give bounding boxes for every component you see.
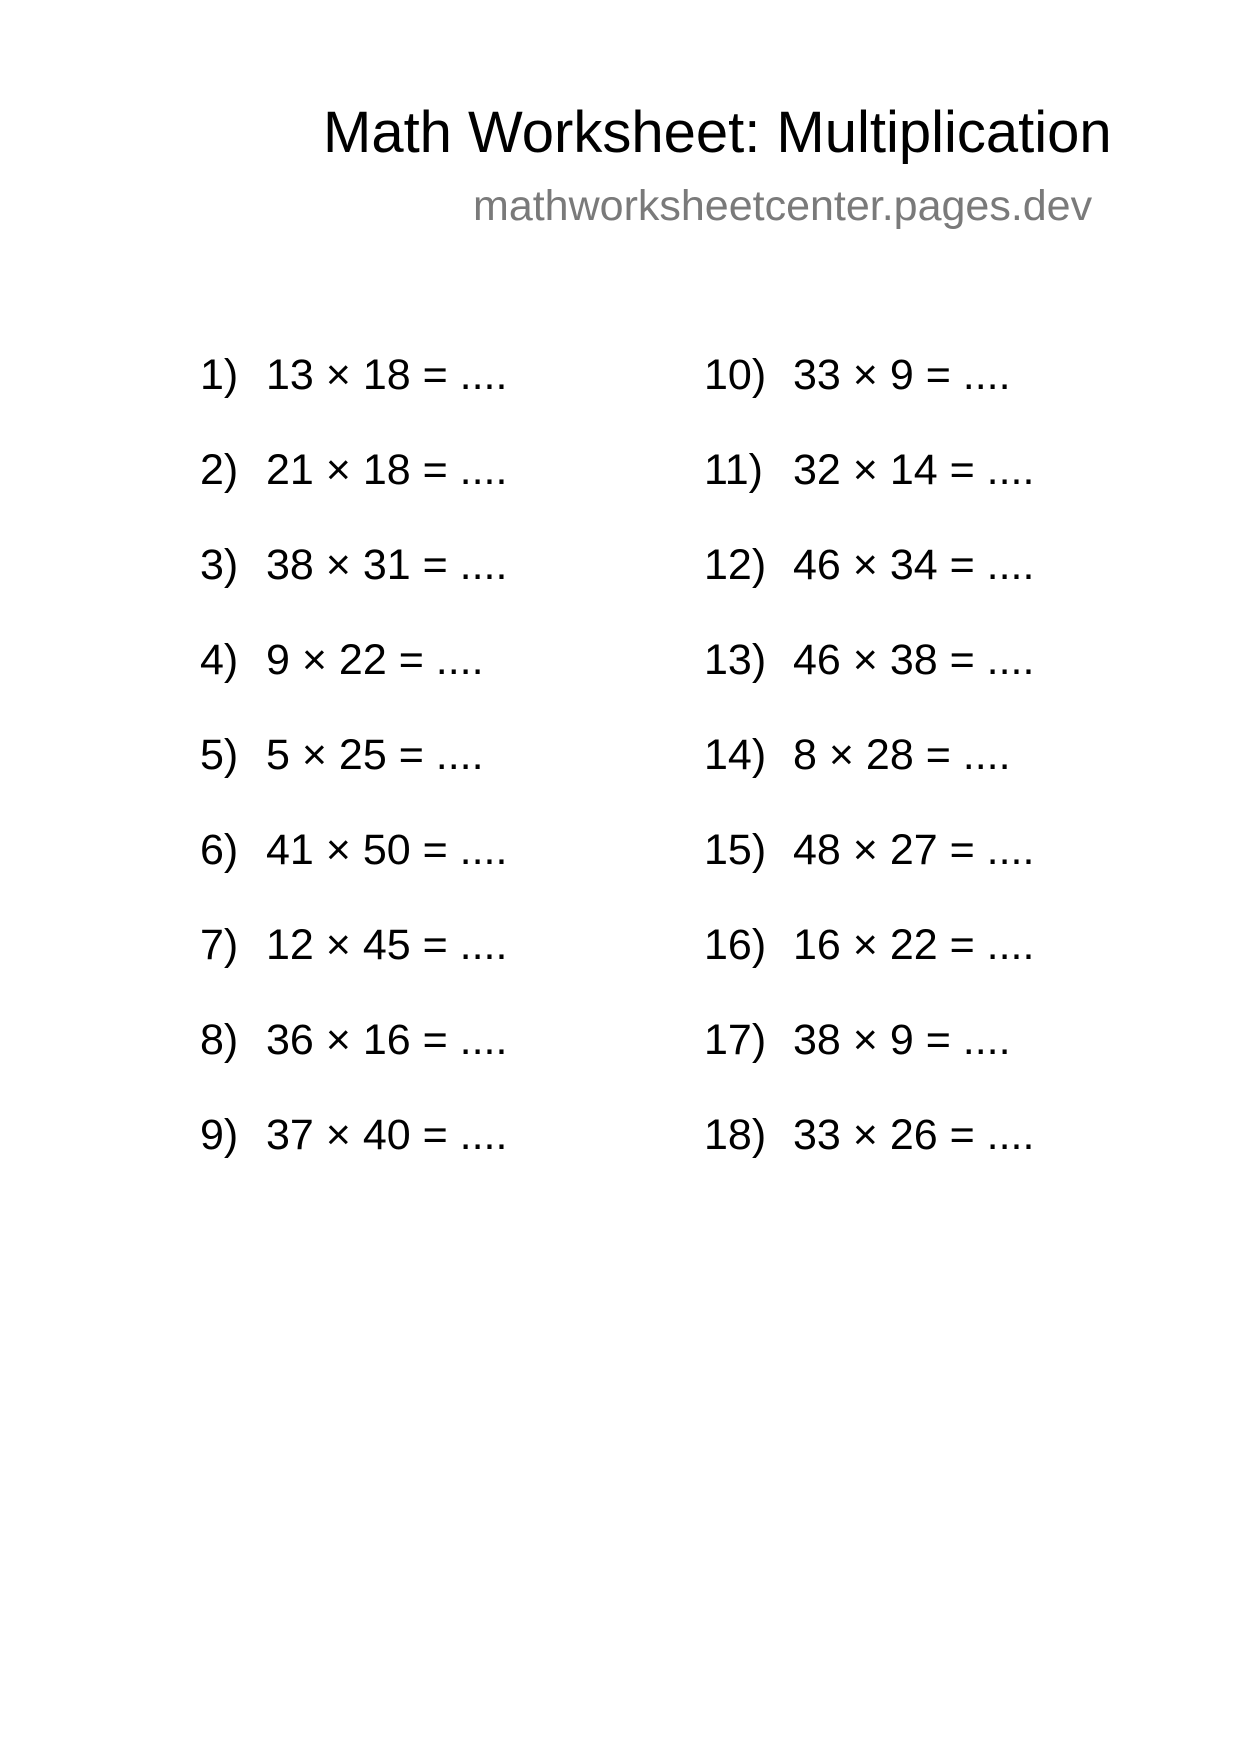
problem-17 — [704, 1015, 1034, 1110]
problem-1 — [200, 350, 507, 445]
problem-7 — [200, 920, 507, 1015]
problem-number: 16) — [704, 921, 767, 969]
problem-10 — [704, 350, 1034, 445]
problem-number: 4) — [200, 636, 239, 684]
problem-18 — [704, 1110, 1034, 1205]
problem-3 — [200, 540, 507, 635]
problem-expression: 5 × 25 = .... — [266, 731, 484, 779]
problem-number: 1) — [200, 351, 239, 399]
problem-15 — [704, 825, 1034, 920]
problem-number: 3) — [200, 541, 239, 589]
problem-expression: 38 × 31 = .... — [266, 541, 508, 589]
problem-13 — [704, 635, 1034, 730]
problem-9 — [200, 1110, 507, 1205]
problem-2 — [200, 445, 507, 540]
problem-number: 5) — [200, 731, 239, 779]
problem-expression: 32 × 14 = .... — [793, 446, 1035, 494]
problem-expression: 16 × 22 = .... — [793, 921, 1035, 969]
problem-14 — [704, 730, 1034, 825]
problem-expression: 21 × 18 = .... — [266, 446, 508, 494]
problem-12 — [704, 540, 1034, 635]
problem-column-left — [200, 350, 507, 1205]
problem-11 — [704, 445, 1034, 540]
problem-expression: 48 × 27 = .... — [793, 826, 1035, 874]
problem-number: 14) — [704, 731, 767, 779]
problem-number: 18) — [704, 1111, 767, 1159]
problem-expression: 8 × 28 = .... — [793, 731, 1011, 779]
problem-number: 7) — [200, 921, 239, 969]
problem-8 — [200, 1015, 507, 1110]
problem-expression: 36 × 16 = .... — [266, 1016, 508, 1064]
problem-number: 2) — [200, 446, 239, 494]
problem-16 — [704, 920, 1034, 1015]
problem-expression: 46 × 34 = .... — [793, 541, 1035, 589]
problem-number: 12) — [704, 541, 767, 589]
problem-expression: 33 × 26 = .... — [793, 1111, 1035, 1159]
worksheet-title: Math Worksheet: Multiplication — [323, 100, 1112, 165]
problem-5 — [200, 730, 507, 825]
problem-expression: 38 × 9 = .... — [793, 1016, 1011, 1064]
problem-number: 15) — [704, 826, 767, 874]
problem-expression: 13 × 18 = .... — [266, 351, 508, 399]
problem-number: 13) — [704, 636, 767, 684]
problem-expression: 9 × 22 = .... — [266, 636, 484, 684]
problem-number: 17) — [704, 1016, 767, 1064]
problem-number: 10) — [704, 351, 767, 399]
problem-expression: 37 × 40 = .... — [266, 1111, 508, 1159]
problem-number: 11) — [704, 446, 763, 494]
problem-expression: 33 × 9 = .... — [793, 351, 1011, 399]
problem-number: 8) — [200, 1016, 239, 1064]
problem-column-right — [704, 350, 1034, 1205]
website-url: mathworksheetcenter.pages.dev — [473, 182, 1093, 230]
problem-6 — [200, 825, 507, 920]
problem-expression: 46 × 38 = .... — [793, 636, 1035, 684]
problem-expression: 41 × 50 = .... — [266, 826, 508, 874]
problem-expression: 12 × 45 = .... — [266, 921, 508, 969]
problem-number: 9) — [200, 1111, 239, 1159]
problem-number: 6) — [200, 826, 239, 874]
problem-4 — [200, 635, 507, 730]
